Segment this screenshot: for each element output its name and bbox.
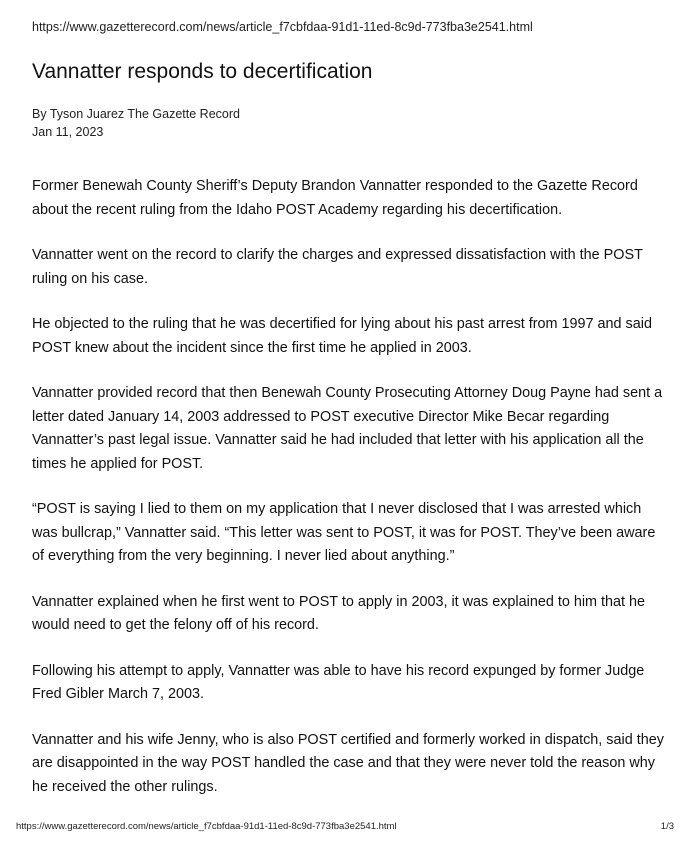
article-byline-block [32, 105, 240, 141]
article-paragraph: “POST is saying I lied to them on my application that I never disclosed that I was arrested which was bullcrap,” Vannatter said. “This letter was sent to POST, it was for POST. They’ve been aware of everything from the very beginning. I never lied about anything.” [32, 501, 656, 564]
article-author: By Tyson Juarez The Gazette Record [32, 107, 240, 121]
article-paragraph: Former Benewah County Sheriff’s Deputy Brandon Vannatter responded to the Gazette Record about the recent ruling from the Idaho POST Academy regarding his decertification. [32, 178, 638, 218]
footer-url: https://www.gazetterecord.com/news/article_f7cbfdaa-91d1-11ed-8c9d-773fba3e2541.html [16, 821, 397, 832]
article-title: Vannatter responds to decertification [32, 60, 373, 83]
article-date: Jan 11, 2023 [32, 125, 104, 139]
article-paragraph: He objected to the ruling that he was decertified for lying about his past arrest from 1997 and said POST knew about the incident since the first time he applied in 2003. [32, 316, 652, 356]
article-body [32, 175, 664, 821]
page-url-header: https://www.gazetterecord.com/news/article_f7cbfdaa-91d1-11ed-8c9d-773fba3e2541.html [32, 20, 533, 34]
page-number: 1/3 [660, 821, 674, 832]
article-paragraph: Vannatter explained when he first went to POST to apply in 2003, it was explained to him that he would need to get the felony off of his record. [32, 593, 646, 633]
article-paragraph: Vannatter went on the record to clarify the charges and expressed dissatisfaction with the POST ruling on his case. [32, 247, 643, 287]
article-paragraph: Following his attempt to apply, Vannatter was able to have his record expunged by former Judge Fred Gibler March 7, 2003. [32, 662, 645, 702]
article-paragraph: Vannatter and his wife Jenny, who is also POST certified and formerly worked in dispatch, said they are disappointed in the way POST handled the case and that they were never told the reason why he received the other rulings. [32, 731, 664, 795]
print-footer [16, 821, 674, 832]
article-paragraph: Vannatter provided record that then Benewah County Prosecuting Attorney Doug Payne had sent a letter dated January 14, 2003 addressed to POST executive Director Mike Becar regarding Vannatter’s past legal issue. Vannatter said he had included that letter with his application all the times he applied for POST. [32, 385, 663, 472]
